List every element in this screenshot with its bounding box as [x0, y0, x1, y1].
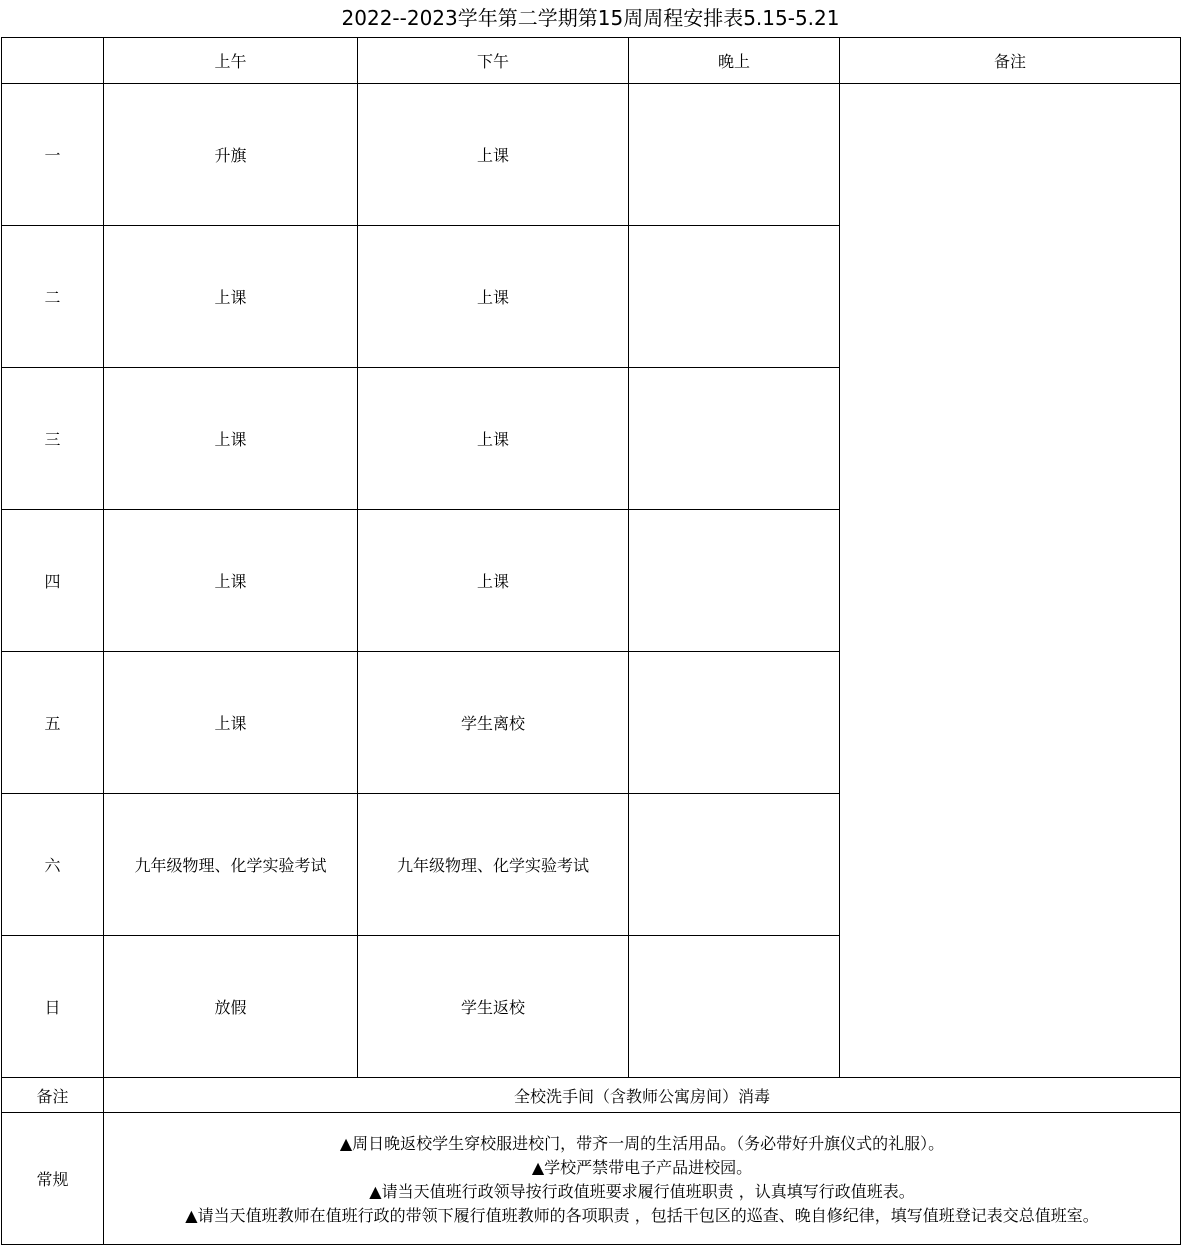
header-afternoon: 下午: [358, 38, 629, 84]
list-item: ▲周日晚返校学生穿校服进校门，带齐一周的生活用品。（务必带好升旗仪式的礼服）。: [339, 1133, 945, 1153]
afternoon-cell: 上课: [358, 368, 629, 510]
header-morning: 上午: [104, 38, 358, 84]
evening-cell: [629, 226, 840, 368]
afternoon-cell: 九年级物理、化学实验考试: [358, 794, 629, 936]
routine-label: 常规: [2, 1113, 104, 1245]
evening-cell: [629, 794, 840, 936]
morning-cell: 放假: [104, 936, 358, 1078]
morning-cell: 上课: [104, 510, 358, 652]
list-item: ▲请当天值班行政领导按行政值班要求履行值班职责 ，认真填写行政值班表。: [369, 1181, 915, 1201]
header-row: [2, 38, 1181, 84]
day-cell: 日: [2, 936, 104, 1078]
day-cell: 四: [2, 510, 104, 652]
header-evening: 晚上: [629, 38, 840, 84]
day-cell: 六: [2, 794, 104, 936]
notes-value: 全校洗手间（含教师公寓房间）消毒: [104, 1078, 1181, 1113]
evening-cell: [629, 652, 840, 794]
morning-cell: 上课: [104, 368, 358, 510]
afternoon-cell: 上课: [358, 510, 629, 652]
header-day: [2, 38, 104, 84]
evening-cell: [629, 368, 840, 510]
evening-cell: [629, 84, 840, 226]
day-cell: 二: [2, 226, 104, 368]
afternoon-cell: 学生返校: [358, 936, 629, 1078]
header-remarks: 备注: [840, 38, 1181, 84]
notes-row: [2, 1078, 1181, 1113]
schedule-table: [1, 37, 1181, 1245]
routine-list: [104, 1130, 1180, 1228]
evening-cell: [629, 936, 840, 1078]
morning-cell: 升旗: [104, 84, 358, 226]
list-item: ▲学校严禁带电子产品进校园。: [531, 1157, 753, 1177]
table-row: [2, 84, 1181, 226]
morning-cell: 九年级物理、化学实验考试: [104, 794, 358, 936]
morning-cell: 上课: [104, 652, 358, 794]
morning-cell: 上课: [104, 226, 358, 368]
evening-cell: [629, 510, 840, 652]
day-cell: 一: [2, 84, 104, 226]
routine-content: [104, 1113, 1181, 1245]
remarks-cell: [840, 84, 1181, 1078]
afternoon-cell: 上课: [358, 84, 629, 226]
afternoon-cell: 学生离校: [358, 652, 629, 794]
afternoon-cell: 上课: [358, 226, 629, 368]
notes-label: 备注: [2, 1078, 104, 1113]
page-title: 2022--2023学年第二学期第15周周程安排表5.15-5.21: [341, 6, 840, 30]
list-item: ▲请当天值班教师在值班行政的带领下履行值班教师的各项职责 ，包括干包区的巡查、晚自修纪律，填写值班登记表交总值班室。: [185, 1205, 1099, 1225]
day-cell: 五: [2, 652, 104, 794]
day-cell: 三: [2, 368, 104, 510]
routine-row: [2, 1113, 1181, 1245]
